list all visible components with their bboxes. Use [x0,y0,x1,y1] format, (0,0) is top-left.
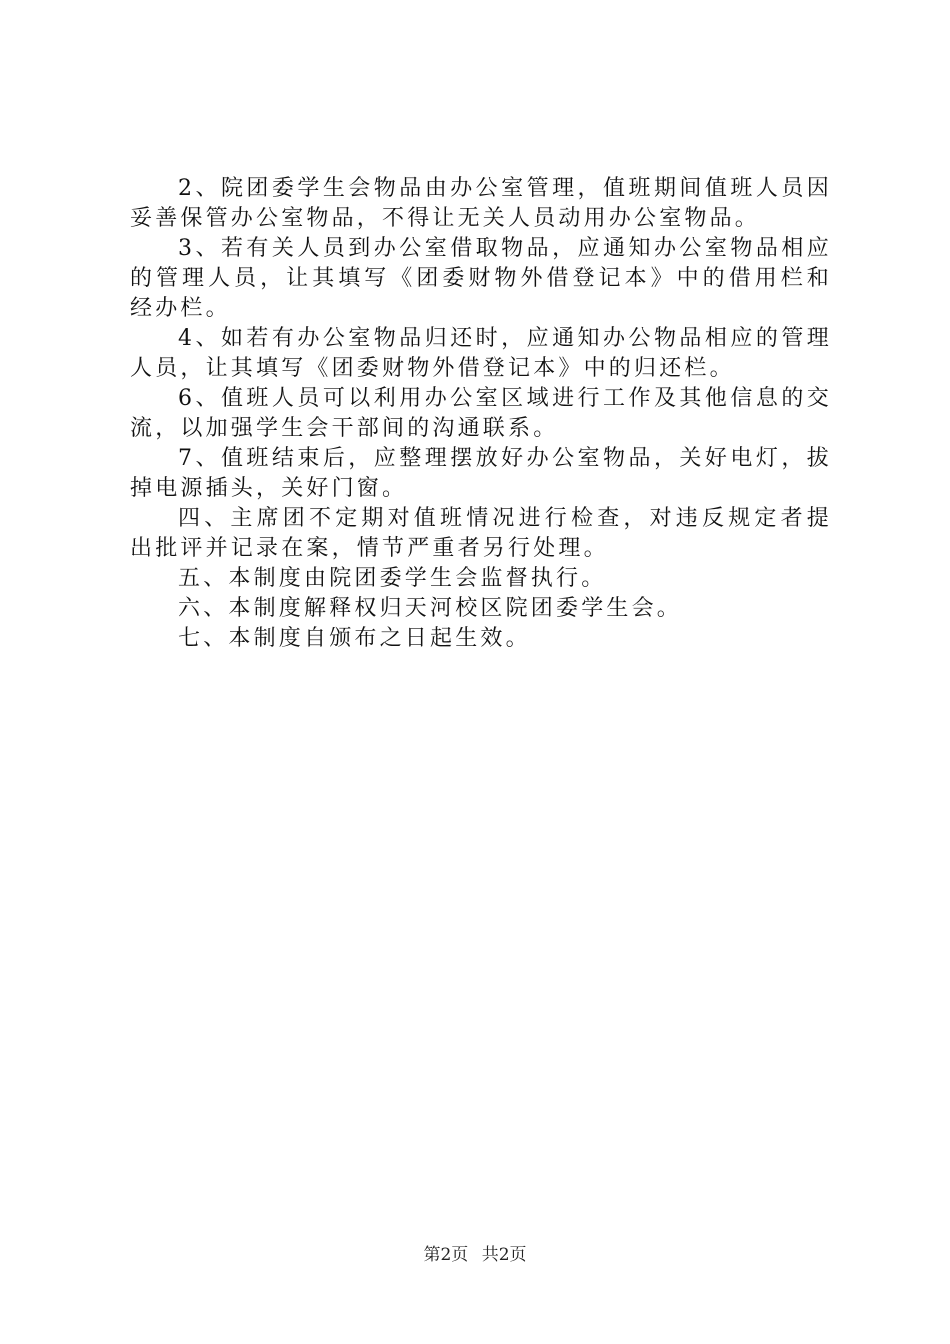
paragraph-section-5: 五、本制度由院团委学生会监督执行。 [178,566,607,591]
paragraph-section-7: 七、本制度自颁布之日起生效。 [178,626,531,651]
paragraph-item-6: 6、值班人员可以利用办公室区域进行工作及其他信息的交流，以加强学生会干部间的沟通联系。 [130,386,832,441]
page-footer [0,1244,950,1266]
document-body [130,174,832,654]
page-number: 第2页 [423,1245,469,1265]
page-total: 共2页 [481,1245,527,1265]
paragraph-item-2: 2、院团委学生会物品由办公室管理，值班期间值班人员因妥善保管办公室物品，不得让无关人员动用办公室物品。 [130,176,832,231]
paragraph-item-3: 3、若有关人员到办公室借取物品，应通知办公室物品相应的管理人员，让其填写《团委财物外借登记本》中的借用栏和经办栏。 [130,236,832,321]
paragraph-section-6: 六、本制度解释权归天河校区院团委学生会。 [178,596,683,621]
paragraph-item-4: 4、如若有办公室物品归还时，应通知办公物品相应的管理人员，让其填写《团委财物外借登记本》中的归还栏。 [130,326,832,381]
paragraph-item-7: 7、值班结束后，应整理摆放好办公室物品，关好电灯，拔掉电源插头，关好门窗。 [130,446,832,501]
paragraph-section-4: 四、主席团不定期对值班情况进行检查，对违反规定者提出批评并记录在案，情节严重者另行处理。 [130,506,832,561]
